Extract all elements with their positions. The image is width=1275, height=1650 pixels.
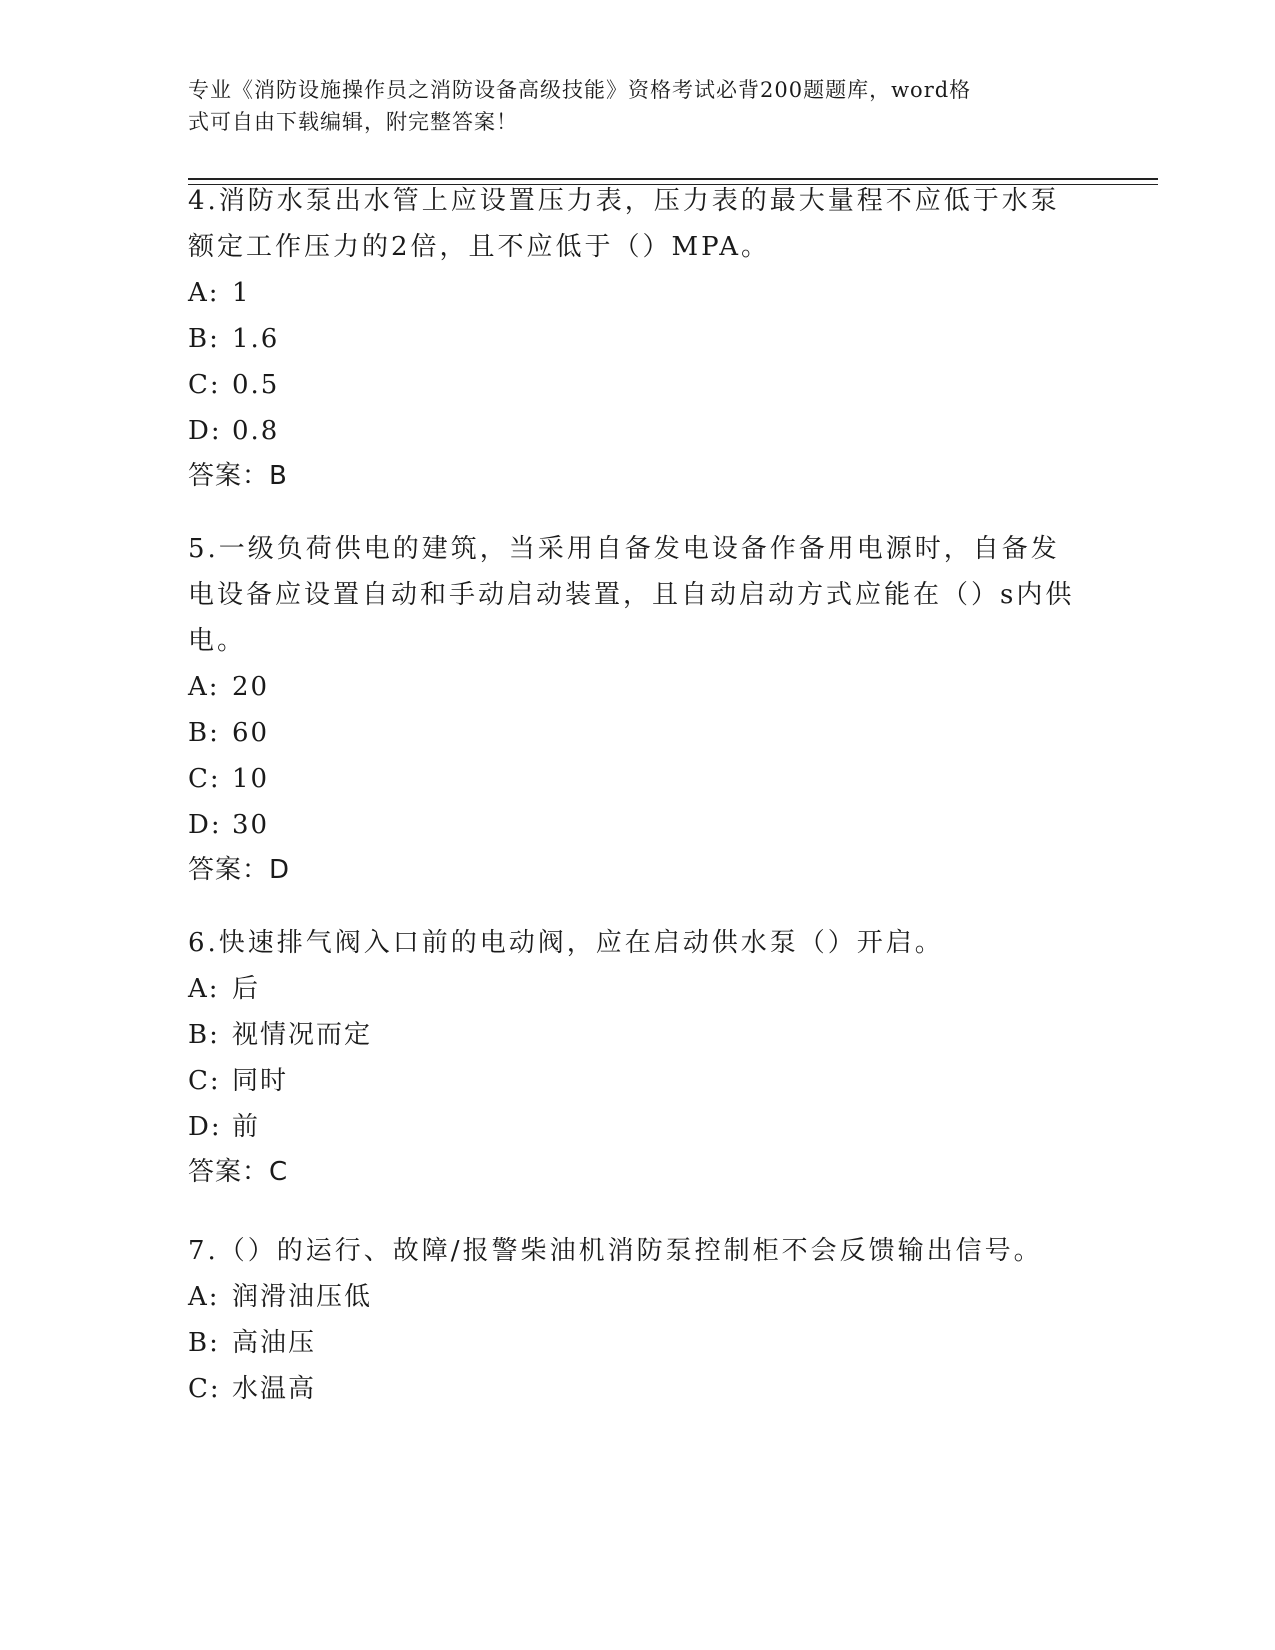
question-stem-line: 额定工作压力的2倍，且不应低于（）MPA。 — [188, 232, 771, 262]
question-stem-line: 5.一级负荷供电的建筑，当采用自备发电设备作备用电源时，自备发 — [188, 534, 1060, 564]
option-c — [188, 1058, 1088, 1104]
option-d — [188, 408, 1088, 454]
option-key: D: — [188, 1112, 222, 1142]
document-header — [188, 74, 1068, 138]
option-text: 0.8 — [232, 416, 280, 446]
option-key: C: — [188, 1066, 221, 1096]
option-text: 30 — [232, 810, 270, 840]
option-a — [188, 664, 1088, 710]
option-text: 水温高 — [232, 1374, 317, 1404]
option-d — [188, 1104, 1088, 1150]
question-7 — [188, 1228, 1088, 1412]
option-c — [188, 756, 1088, 802]
option-key: B: — [188, 1328, 220, 1358]
option-d — [188, 802, 1088, 848]
option-key: A: — [188, 672, 220, 702]
option-b — [188, 1012, 1088, 1058]
answer: 答案：C — [188, 1157, 289, 1187]
option-key: C: — [188, 764, 221, 794]
question-stem-line: 电设备应设置自动和手动启动装置，且自动启动方式应能在（）s内供 — [188, 580, 1075, 610]
option-a — [188, 1274, 1088, 1320]
option-c — [188, 1366, 1088, 1412]
option-text: 前 — [232, 1112, 261, 1142]
option-key: A: — [188, 1282, 220, 1312]
option-text: 0.5 — [232, 370, 280, 400]
question-stem-line: 7.（）的运行、故障/报警柴油机消防泵控制柜不会反馈输出信号。 — [188, 1236, 1043, 1266]
answer: 答案：D — [188, 855, 291, 885]
question-stem-line: 电。 — [188, 626, 247, 656]
question-6 — [188, 920, 1088, 1194]
option-text: 润滑油压低 — [232, 1282, 373, 1312]
option-key: C: — [188, 370, 221, 400]
option-key: B: — [188, 718, 220, 748]
option-key: B: — [188, 1020, 220, 1050]
question-stem-line: 4.消防水泵出水管上应设置压力表，压力表的最大量程不应低于水泵 — [188, 186, 1060, 216]
header-line-2: 式可自由下载编辑，附完整答案！ — [188, 110, 518, 134]
option-b — [188, 316, 1088, 362]
option-text: 10 — [232, 764, 270, 794]
option-text: 后 — [232, 974, 261, 1004]
option-key: A: — [188, 278, 220, 308]
option-text: 60 — [232, 718, 270, 748]
option-text: 同时 — [232, 1066, 289, 1096]
option-c — [188, 362, 1088, 408]
option-a — [188, 966, 1088, 1012]
header-line-1: 专业《消防设施操作员之消防设备高级技能》资格考试必背200题题库，word格 — [188, 78, 972, 102]
option-b — [188, 1320, 1088, 1366]
option-key: B: — [188, 324, 220, 354]
option-key: C: — [188, 1374, 221, 1404]
option-text: 20 — [232, 672, 270, 702]
option-a — [188, 270, 1088, 316]
option-text: 1.6 — [232, 324, 280, 354]
question-4 — [188, 178, 1088, 498]
option-key: D: — [188, 416, 222, 446]
option-key: D: — [188, 810, 222, 840]
option-text: 1 — [232, 278, 251, 308]
option-text: 高油压 — [232, 1328, 317, 1358]
option-text: 视情况而定 — [232, 1020, 373, 1050]
option-key: A: — [188, 974, 220, 1004]
question-stem-line: 6.快速排气阀入口前的电动阀，应在启动供水泵（）开启。 — [188, 928, 944, 958]
option-b — [188, 710, 1088, 756]
answer: 答案：B — [188, 461, 288, 491]
question-5 — [188, 526, 1088, 892]
